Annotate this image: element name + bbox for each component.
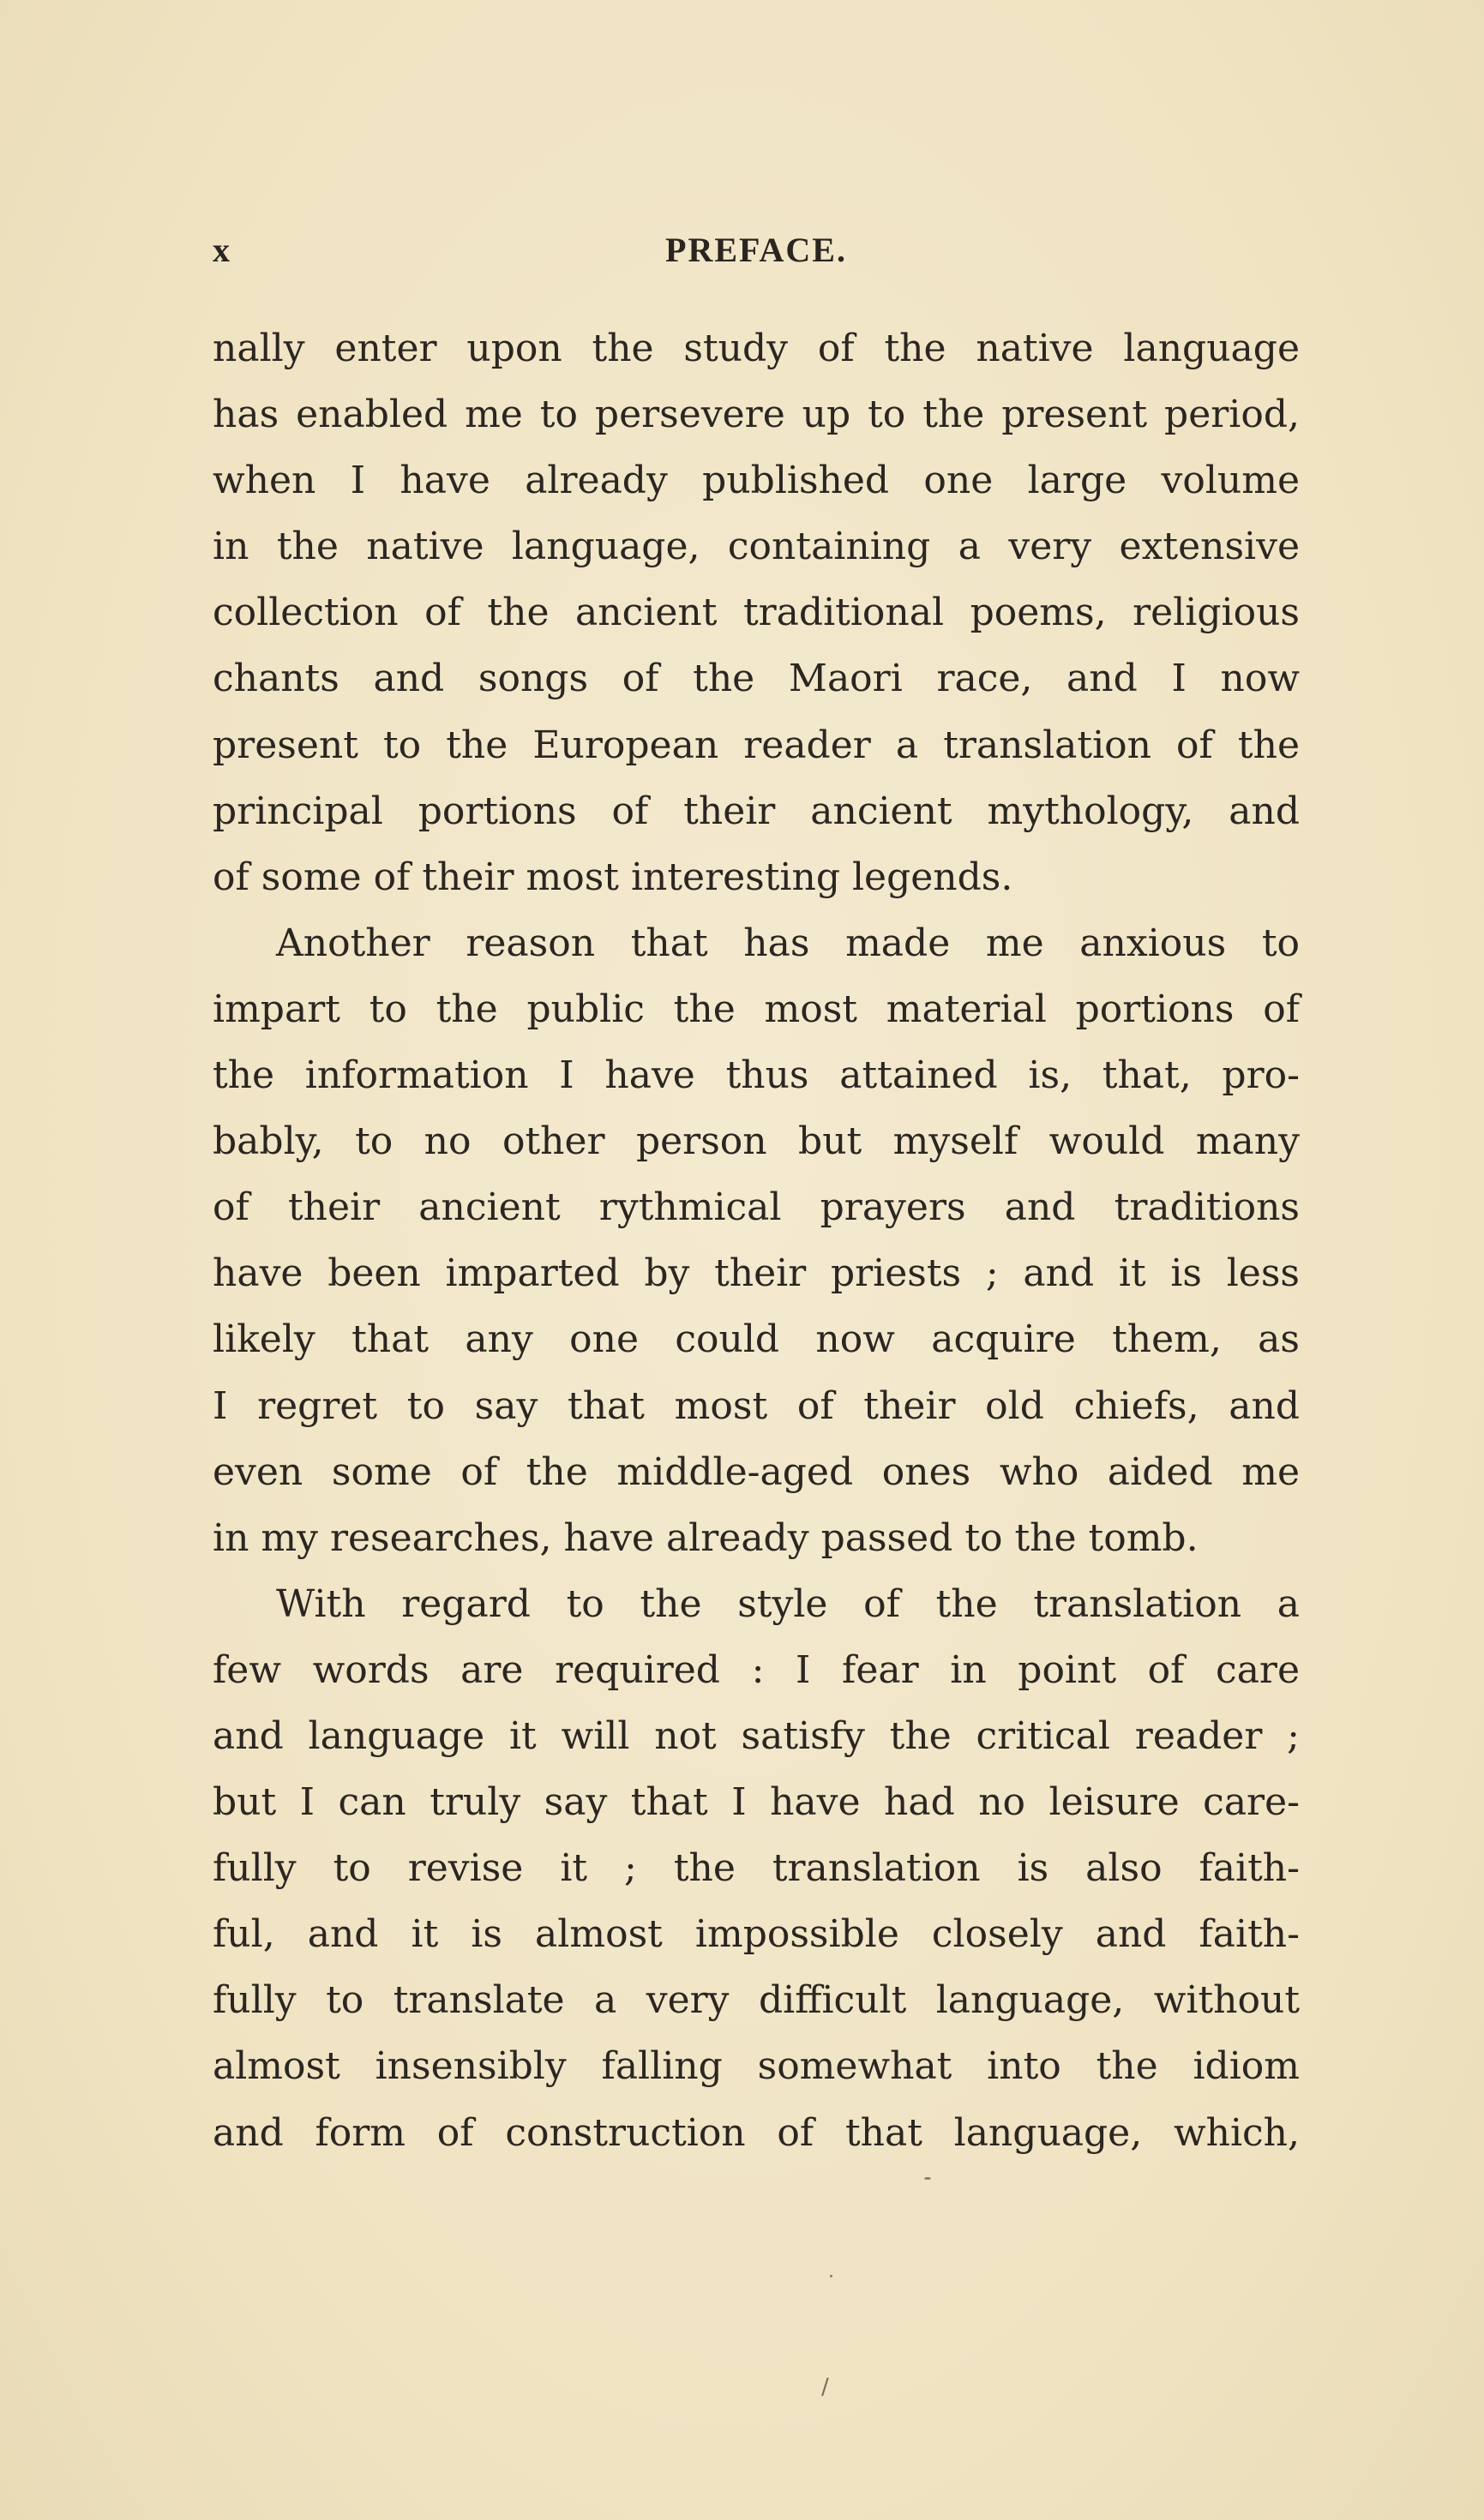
text-line: has enabled me to persevere up to the present period, bbox=[213, 393, 1300, 437]
text-line: fully to translate a very difficult language, without bbox=[213, 1978, 1300, 2023]
text-line: nally enter upon the study of the native language bbox=[213, 327, 1300, 370]
text-line: of some of their most interesting legends. bbox=[213, 855, 1013, 899]
text-line: bably, to no other person but myself would many bbox=[213, 1119, 1300, 1164]
text-line: impart to the public the most material portions of bbox=[213, 987, 1300, 1031]
text-line: have been imparted by their priests ; and it is less bbox=[213, 1251, 1300, 1296]
text-line: and form of construction of that language, which, bbox=[213, 2110, 1300, 2155]
text-line: With regard to the style of the translation a bbox=[276, 1581, 1300, 1626]
ink-speck bbox=[924, 2177, 931, 2180]
ink-speck bbox=[830, 2275, 832, 2277]
text-line: present to the European reader a translation of the bbox=[213, 723, 1300, 767]
running-head bbox=[213, 230, 1300, 273]
text-line: almost insensibly falling somewhat into the idiom bbox=[213, 2044, 1300, 2089]
text-line: few words are required : I fear in point of care bbox=[213, 1647, 1300, 1692]
text-line: collection of the ancient traditional poems, religious bbox=[213, 591, 1300, 635]
text-line: and language it will not satisfy the critical reader ; bbox=[213, 1713, 1300, 1758]
text-line: the information I have thus attained is, that, pro- bbox=[213, 1053, 1300, 1098]
text-line: of their ancient rythmical prayers and traditions bbox=[213, 1185, 1300, 1230]
text-line: principal portions of their ancient mythology, and bbox=[213, 789, 1300, 833]
page-title: PREFACE. bbox=[665, 231, 847, 269]
paper-mark: / bbox=[821, 2374, 829, 2400]
page-number: x bbox=[213, 231, 231, 269]
text-line: in the native language, containing a very extensive bbox=[213, 525, 1300, 569]
text-line: Another reason that has made me anxious to bbox=[276, 921, 1300, 965]
text-line: in my researches, have already passed to the tomb. bbox=[213, 1515, 1199, 1560]
text-line: but I can truly say that I have had no leisure care- bbox=[213, 1780, 1300, 1825]
text-line: ful, and it is almost impossible closely and faith- bbox=[213, 1912, 1300, 1957]
text-line: likely that any one could now acquire them, as bbox=[213, 1317, 1300, 1362]
text-line: when I have already published one large volume bbox=[213, 459, 1300, 503]
text-line: even some of the middle-aged ones who aided me bbox=[213, 1449, 1300, 1494]
text-line: fully to revise it ; the translation is also faith- bbox=[213, 1846, 1300, 1891]
text-line: chants and songs of the Maori race, and I now bbox=[213, 657, 1300, 701]
text-line: I regret to say that most of their old chiefs, and bbox=[213, 1383, 1300, 1428]
body-text bbox=[213, 315, 1300, 2166]
